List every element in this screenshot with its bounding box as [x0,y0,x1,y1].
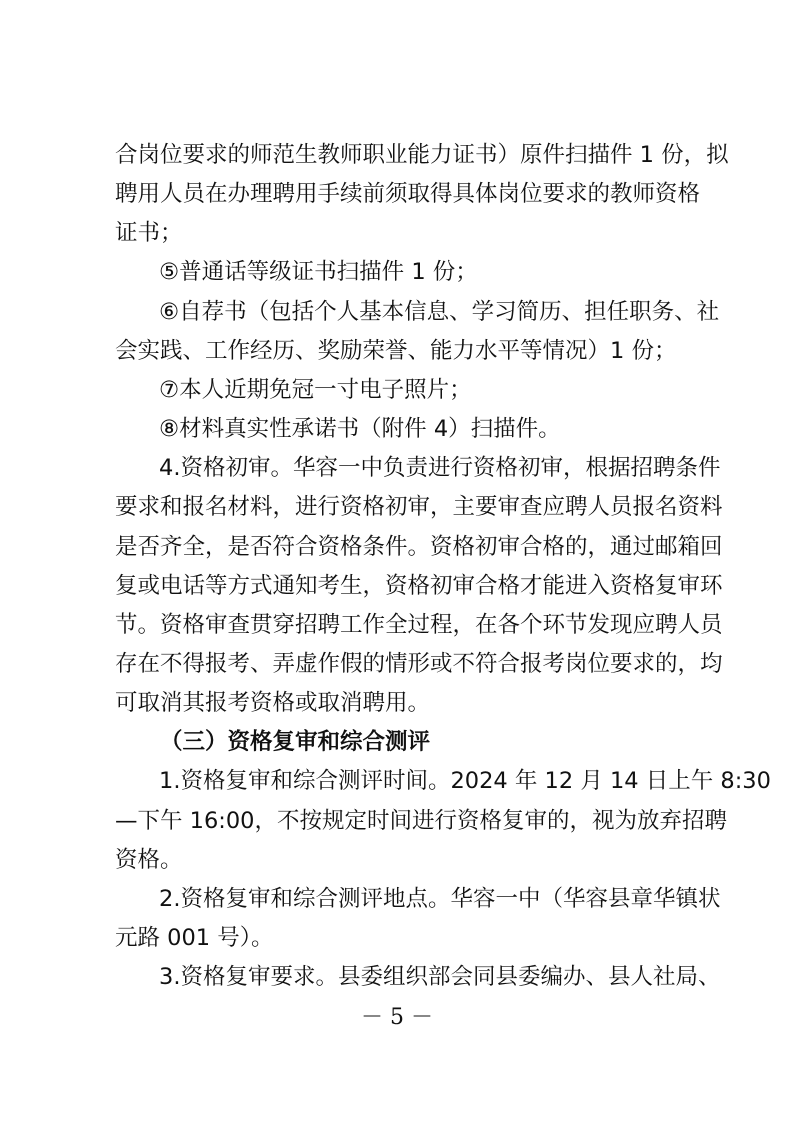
text-line: 3.资格复审要求。县委组织部会同县委编办、县人社局、 [159,964,721,990]
text-line: 聘用人员在办理聘用手续前须取得具体岗位要求的教师资格 [115,181,701,207]
text-line: 会实践、工作经历、奖励荣誉、能力水平等情况）1 份； [115,338,677,364]
text-line: ⑧材料真实性承诺书（附件 4）扫描件。 [159,416,561,442]
text-line: 4.资格初审。华容一中负责进行资格初审，根据招聘条件 [159,455,721,481]
text-line: 合岗位要求的师范生教师职业能力证书）原件扫描件 1 份，拟 [115,142,729,168]
text-line: ⑤普通话等级证书扫描件 1 份； [159,259,478,285]
text-line: 元路 001 号）。 [115,925,274,951]
page-number: － 5 － [361,1005,433,1030]
text-line: 1.资格复审和综合测评时间。2024 年 12 月 14 日上午 8:30 [159,768,771,794]
text-line: 证书； [115,220,183,246]
text-line: ⑦本人近期免冠一寸电子照片； [159,377,472,403]
text-line: 节。资格审查贯穿招聘工作全过程，在各个环节发现应聘人员 [115,612,723,638]
text-line: 复或电话等方式通知考生，资格初审合格才能进入资格复审环 [115,573,723,599]
text-line: 2.资格复审和综合测评地点。华容一中（华容县章华镇状 [159,886,721,912]
section-heading: （三）资格复审和综合测评 [160,729,431,755]
text-line: ⑥自荐书（包括个人基本信息、学习简历、担任职务、社 [159,299,720,325]
text-line: 可取消其报考资格或取消聘用。 [115,690,431,716]
text-line: 资格。 [115,847,183,873]
text-line: —下午 16:00，不按规定时间进行资格复审的，视为放弃招聘 [115,808,727,834]
text-line: 要求和报名材料，进行资格初审，主要审查应聘人员报名资料 [115,494,723,520]
text-line: 是否齐全，是否符合资格条件。资格初审合格的，通过邮箱回 [115,534,723,560]
text-line: 存在不得报考、弄虚作假的情形或不符合报考岗位要求的，均 [115,651,723,677]
